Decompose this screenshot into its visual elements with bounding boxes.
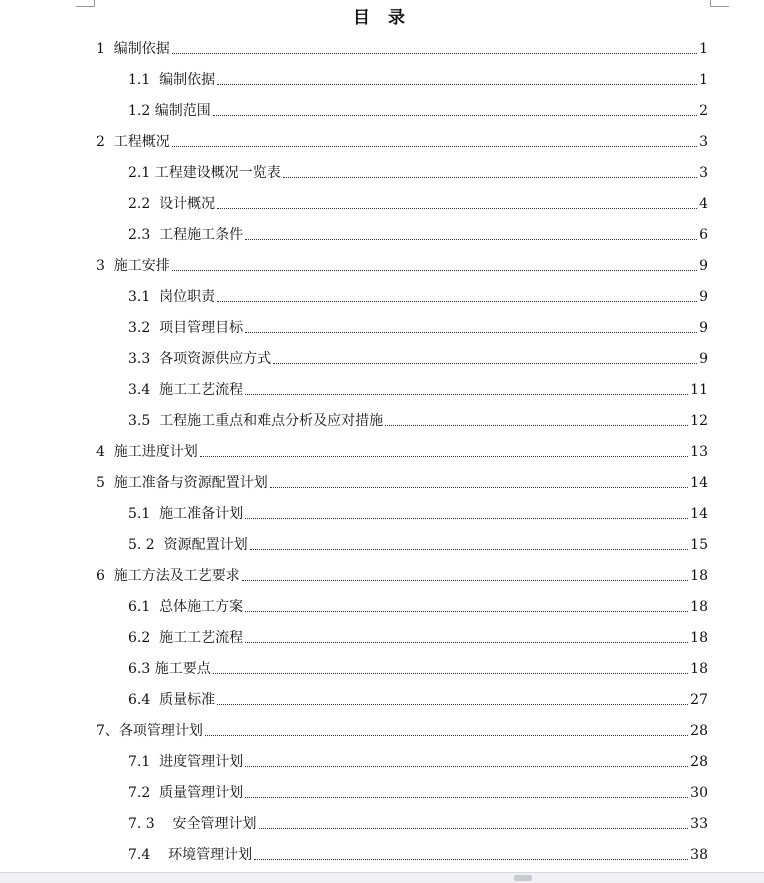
toc-dot-leader: [172, 52, 697, 54]
toc-entry[interactable]: [128, 282, 708, 306]
toc-entry-label: 7.4 环境管理计划: [128, 847, 253, 863]
toc-entry[interactable]: [96, 251, 708, 275]
toc-entry[interactable]: [128, 685, 708, 709]
toc-dot-leader: [245, 331, 697, 333]
toc-dot-leader: [245, 796, 688, 798]
toc-entry-label: 3.2 项目管理目标: [128, 320, 244, 336]
toc-dot-leader: [245, 393, 688, 395]
toc-entry-page-number: 38: [690, 847, 708, 863]
toc-entry[interactable]: [128, 499, 708, 523]
toc-entry-label: 3.3 各项资源供应方式: [128, 351, 272, 367]
toc-entry-page-number: 13: [690, 444, 708, 460]
toc-entry-label: 6.1 总体施工方案: [128, 599, 244, 615]
toc-entry-label: 7、各项管理计划: [96, 723, 203, 739]
toc-dot-leader: [242, 579, 688, 581]
toc-dot-leader: [283, 176, 697, 178]
toc-entry[interactable]: [128, 375, 708, 399]
toc-entry-label: 6 施工方法及工艺要求: [96, 568, 240, 584]
toc-dot-leader: [217, 83, 697, 85]
toc-entry-page-number: 18: [690, 599, 708, 615]
toc-dot-leader: [254, 858, 688, 860]
toc-entry[interactable]: [128, 654, 708, 678]
toc-entry-label: 5. 2 资源配置计划: [128, 537, 248, 553]
horizontal-scrollbar[interactable]: [0, 872, 764, 883]
scrollbar-thumb[interactable]: [514, 875, 532, 881]
toc-dot-leader: [217, 703, 688, 705]
toc-entry-label: 1 编制依据: [96, 41, 170, 57]
toc-entry-page-number: 3: [699, 165, 708, 181]
toc-entry-page-number: 2: [699, 103, 708, 119]
toc-entry-label: 3 施工安排: [96, 258, 170, 274]
toc-entry[interactable]: [128, 406, 708, 430]
toc-entry[interactable]: [128, 158, 708, 182]
toc-entry-label: 2.2 设计概况: [128, 196, 216, 212]
toc-dot-leader: [217, 300, 697, 302]
toc-entry[interactable]: [96, 437, 708, 461]
toc-dot-leader: [245, 238, 697, 240]
toc-entry[interactable]: [96, 127, 708, 151]
toc-dot-leader: [270, 486, 688, 488]
toc-entry-page-number: 9: [699, 258, 708, 274]
toc-dot-leader: [245, 517, 688, 519]
toc-entry-label: 3.5 工程施工重点和难点分析及应对措施: [128, 413, 384, 429]
toc-entry-label: 6.2 施工工艺流程: [128, 630, 244, 646]
toc-dot-leader: [245, 641, 688, 643]
toc-title: 目 录: [353, 8, 411, 28]
toc-dot-leader: [200, 455, 688, 457]
toc-entry-label: 6.4 质量标准: [128, 692, 216, 708]
toc-entry[interactable]: [128, 623, 708, 647]
toc-dot-leader: [172, 269, 697, 271]
toc-entry[interactable]: [128, 840, 708, 864]
toc-entry-page-number: 1: [699, 72, 708, 88]
toc-entry-page-number: 28: [690, 754, 708, 770]
toc-entry-page-number: 1: [699, 41, 708, 57]
toc-entry-page-number: 14: [690, 506, 708, 522]
toc-entry-label: 5.1 施工准备计划: [128, 506, 244, 522]
toc-entry[interactable]: [128, 592, 708, 616]
toc-entry-page-number: 27: [690, 692, 708, 708]
toc-entry-label: 6.3 施工要点: [128, 661, 211, 677]
toc-entry-page-number: 9: [699, 320, 708, 336]
toc-entry-label: 3.4 施工工艺流程: [128, 382, 244, 398]
toc-dot-leader: [273, 362, 697, 364]
toc-entry-label: 7. 3 安全管理计划: [128, 816, 257, 832]
toc-dot-leader: [172, 145, 697, 147]
toc-entry-label: 7.1 进度管理计划: [128, 754, 244, 770]
toc-entry[interactable]: [96, 561, 708, 585]
toc-entry[interactable]: [96, 716, 708, 740]
toc-entry-label: 2.1 工程建设概况一览表: [128, 165, 281, 181]
toc-entry[interactable]: [128, 96, 708, 120]
toc-dot-leader: [217, 207, 697, 209]
toc-entry[interactable]: [96, 468, 708, 492]
toc-dot-leader: [245, 610, 688, 612]
toc-entry-label: 1.1 编制依据: [128, 72, 216, 88]
toc-entry[interactable]: [128, 747, 708, 771]
toc-entry-label: 2 工程概况: [96, 134, 170, 150]
toc-entry[interactable]: [128, 344, 708, 368]
toc-entry-label: 5 施工准备与资源配置计划: [96, 475, 268, 491]
toc-dot-leader: [245, 765, 688, 767]
toc-entry[interactable]: [128, 530, 708, 554]
toc-entry[interactable]: [128, 220, 708, 244]
toc-entry-label: 3.1 岗位职责: [128, 289, 216, 305]
toc-dot-leader: [213, 672, 688, 674]
toc-dot-leader: [250, 548, 689, 550]
toc-dot-leader: [205, 734, 688, 736]
toc-entry-page-number: 11: [690, 382, 708, 398]
toc-entry[interactable]: [128, 189, 708, 213]
toc-dot-leader: [385, 424, 688, 426]
toc-entry[interactable]: [128, 809, 708, 833]
toc-dot-leader: [213, 114, 697, 116]
toc-entry-label: 7.2 质量管理计划: [128, 785, 244, 801]
toc-entry-page-number: 14: [690, 475, 708, 491]
toc-entry-page-number: 15: [690, 537, 708, 553]
toc-entry-page-number: 12: [690, 413, 708, 429]
toc-entry-page-number: 4: [699, 196, 708, 212]
toc-entry-page-number: 33: [690, 816, 708, 832]
toc-entry-page-number: 9: [699, 351, 708, 367]
toc-entry-page-number: 18: [690, 568, 708, 584]
toc-entry-page-number: 18: [690, 661, 708, 677]
toc-entry[interactable]: [128, 778, 708, 802]
toc-entry-page-number: 6: [699, 227, 708, 243]
toc-entry[interactable]: [128, 65, 708, 89]
toc-entry[interactable]: [96, 34, 708, 58]
toc-dot-leader: [259, 827, 689, 829]
toc-entry-page-number: 18: [690, 630, 708, 646]
toc-entry-page-number: 30: [690, 785, 708, 801]
toc-entry-page-number: 9: [699, 289, 708, 305]
toc-entry-page-number: 28: [690, 723, 708, 739]
toc-entry[interactable]: [128, 313, 708, 337]
toc-entry-label: 1.2 编制范围: [128, 103, 211, 119]
toc-entry-label: 4 施工进度计划: [96, 444, 198, 460]
toc-entry-page-number: 3: [699, 134, 708, 150]
toc-entry-label: 2.3 工程施工条件: [128, 227, 244, 243]
